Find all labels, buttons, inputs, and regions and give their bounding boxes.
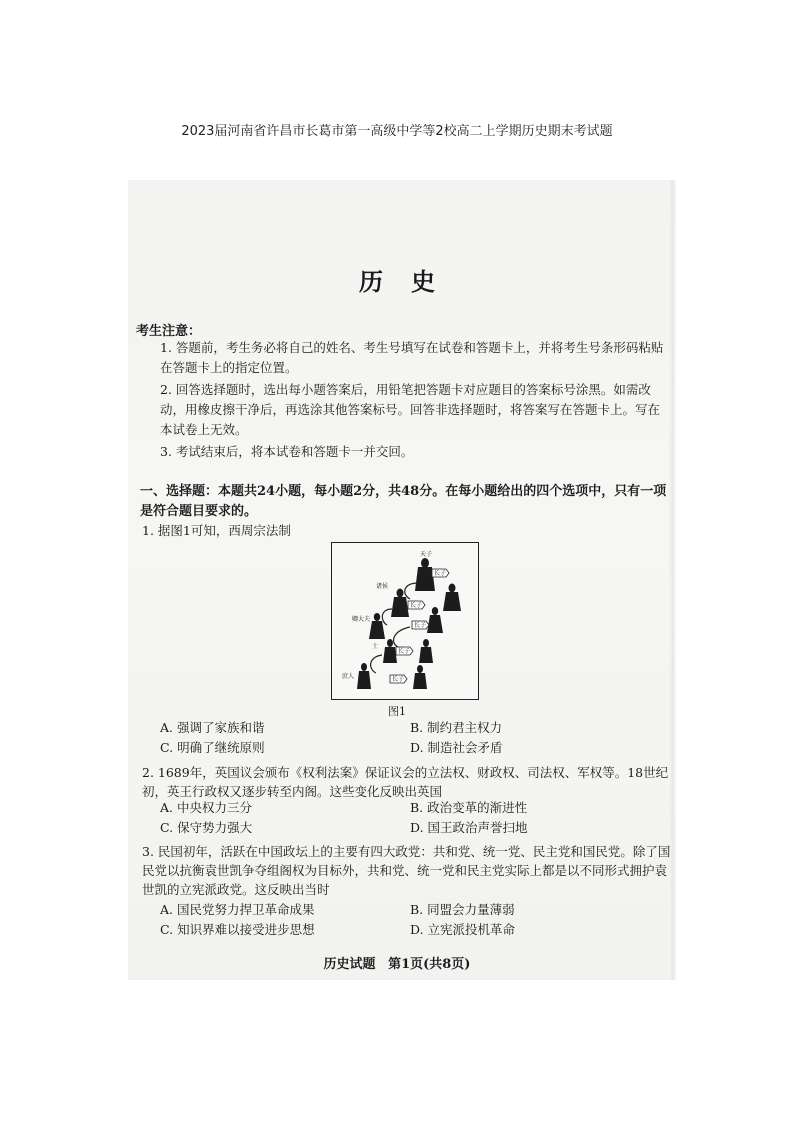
page-footer: [0, 953, 794, 972]
document-title: 2023届河南省许昌市长葛市第一高级中学等2校高二上学期历史期末考试题: [181, 124, 613, 139]
question-stem: 2. 1689年，英国议会颁布《权利法案》保证议会的立法权、财政权、司法权、军权等。18世纪初，英王行政权又逐步转至内阁。这些变化反映出英国: [142, 765, 669, 799]
option-d: D. 立宪派投机革命: [410, 922, 516, 937]
figure-zongfa-diagram: [331, 542, 479, 700]
option-b: B. 同盟会力量薄弱: [410, 902, 515, 917]
question-stem: 3. 民国初年，活跃在中国政坛上的主要有四大政党：共和党、统一党、民主党和国民党。除了国民党以抗衡袁世凯争夺组阁权为目标外，共和党、统一党和民主党实际上都是以不同形式拥护袁世凯的立宪派政党。这反映出当时: [142, 844, 671, 897]
option-b: B. 政治变革的渐进性: [410, 800, 528, 815]
footer-page-number: 第1页(共8页): [388, 957, 471, 972]
heir-tag: 长子: [414, 622, 427, 629]
option-b: B. 制约君主权力: [410, 720, 503, 735]
option-a: A. 中央权力三分: [160, 800, 252, 815]
options-q3: [160, 900, 660, 940]
heir-tag: 长子: [410, 602, 423, 609]
option-d: D. 国王政治声誉扫地: [410, 820, 528, 835]
figure-caption: 图1: [388, 705, 406, 718]
notice-item: 1. 答题前，考生务必将自己的姓名、考生号填写在试卷和答题卡上，并将考生号条形码粘贴在答题卡上的指定位置。: [160, 340, 664, 375]
question-stem: 1. 据图1可知，西周宗法制: [142, 523, 291, 538]
subject-title: 历史: [359, 267, 463, 296]
zongfa-illustration: [332, 543, 478, 699]
heir-tag: 长子: [392, 676, 405, 683]
option-c: C. 知识界难以接受进步思想: [160, 922, 315, 937]
option-a: A. 强调了家族和谐: [160, 720, 265, 735]
footer-subject: 历史试题: [323, 957, 376, 972]
rank-label: 卿大夫: [352, 616, 371, 623]
notice-heading: 考生注意：: [136, 324, 202, 339]
heir-tag: 长子: [398, 648, 411, 655]
option-c: C. 明确了继统原则: [160, 740, 265, 755]
rank-label: 庶人: [342, 673, 355, 680]
options-q2: [160, 798, 660, 838]
rank-label: 士: [372, 643, 379, 650]
notice-list: [160, 338, 670, 464]
option-a: A. 国民党努力捍卫革命成果: [160, 902, 315, 917]
option-c: C. 保守势力强大: [160, 820, 253, 835]
heir-tag: 长子: [434, 570, 447, 577]
notice-item: 2. 回答选择题时，选出每小题答案后，用铅笔把答题卡对应题目的答案标号涂黑。如需改动，用橡皮擦干净后，再选涂其他答案标号。回答非选择题时，将答案写在答题卡上。写在本试卷上无效。: [160, 382, 661, 437]
rank-label: 天子: [420, 551, 433, 558]
option-d: D. 制造社会矛盾: [410, 740, 503, 755]
notice-item: 3. 考试结束后，将本试卷和答题卡一并交回。: [160, 444, 414, 459]
section-heading: 一、选择题：本题共24小题，每小题2分，共48分。在每小题给出的四个选项中，只有一项是符合题目要求的。: [140, 484, 667, 519]
rank-label: 诸侯: [376, 583, 389, 590]
options-q1: [160, 718, 660, 758]
